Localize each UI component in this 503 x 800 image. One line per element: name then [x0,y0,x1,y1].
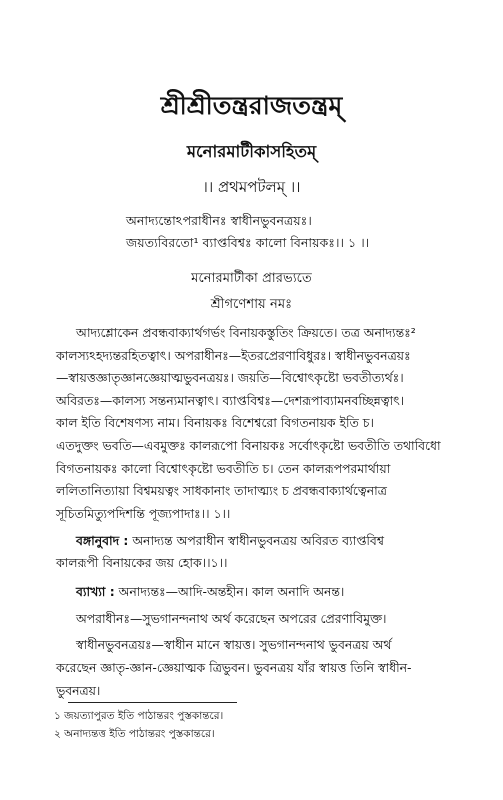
explanation-line: স্বাধীনভুবনত্রয়ঃ—স্বাধীন মানে স্বায়ত্ত। সুভগানন্দনাথ ভুবনত্রয় অর্থ [76,637,392,652]
explanation-line-1 [76,584,344,600]
translation-label: বঙ্গানুবাদ : [76,533,129,548]
translation-line-2: কালরূপী বিনায়কের জয় হোক।।১।। [56,555,228,570]
commentary-line: অবিরতঃ—কালস্য সন্তন্যমানত্বাৎ। ব্যাপ্তবিশ্বঃ—দেশরূপাব্যামনবচ্ছিন্নত্বাৎ। [56,393,405,408]
commentary-heading: মনোরমাটীকা প্রারভ্যতে [191,271,312,286]
footnote-1: ১ জয়ত্যাপুরত ইতি পাঠান্তরং পুস্তকান্তরে। [54,710,224,722]
commentary-line: ললিতানিত্যায়া বিশ্বময়ত্বং সাধকানাং তাদাত্ম্যং চ প্রবন্ধবাক্যার্থত্বেনাত্র [56,483,387,498]
invocation: শ্রীগণেশায় নমঃ [210,297,293,312]
chapter-heading: ।। প্রথমপটলম্ ।। [202,178,301,196]
explanation-line: অপরাধীনঃ—সুভগানন্দনাথ অর্থ করেছেন অপরের প্রেরণাবিমুক্ত। [76,611,387,626]
page-subtitle: মনোরমাটীকাসহিতম্ [186,142,317,161]
commentary-line: —স্বায়ত্তজ্ঞাতৃজ্ঞানজ্ঞেয়াত্মভুবনত্রয়ঃ। জয়তি—বিশ্বোৎকৃষ্টো ভবতীত্যর্থঃ। [56,370,404,385]
commentary-line: এতদুক্তং ভবতি—এবমুক্তঃ কালরূপো বিনায়কঃ সর্বোৎকৃষ্টো ভবতীতি তথাবিধো [56,438,441,453]
commentary-line: কালস্যঽহদ্যন্তরহিতত্বাৎ। অপরাধীনঃ—ইতরপ্রেরণাবিধুরঃ। স্বাধীনভুবনত্রয়ঃ [56,348,411,363]
explanation-line: ভুবনত্রয়। [56,683,101,698]
page-title: শ্রীশ্রীতন্ত্ররাজতন্ত্রম্ [160,91,343,120]
footnote-2: ২ অনাদ্যন্তত্ত ইতি পাঠান্তরং পুস্তকান্তরে। [54,728,215,740]
verse-line-2: জয়ত্যবিরতো¹ ব্যাপ্তবিশ্বঃ কালো বিনায়কঃ।। ১ ।। [126,235,370,250]
commentary-line: আদ্যশ্লোকেন প্রবন্ধবাক্যার্থগর্ভং বিনায়কস্তুতিং ক্রিয়তে। তত্র অনাদ্যন্তঃ² [76,325,416,340]
translation-line-1 [76,533,384,549]
verse-line-1: অনাদ্যন্তোঽপরাধীনঃ স্বাধীনভুবনত্রয়ঃ। [126,213,312,228]
footnote-divider [68,702,237,703]
commentary-line: কাল ইতি বিশেষণস্য নাম। বিনায়কঃ বিশেশ্বরো বিগতনায়ক ইতি চ। [56,415,374,430]
commentary-line: বিগতনায়কঃ কালো বিশ্বোৎকৃষ্টো ভবতীতি চ। তেন কালরূপপরমার্থায়া [56,461,391,476]
explanation-label: ব্যাখ্যা : [76,584,115,599]
commentary-line: সূচিতমিত্যুপদিশন্তি পূজ্যপাদাঃ।। ১।। [56,506,231,521]
explanation-line: করেছেন জ্ঞাতৃ-জ্ঞান-জ্ঞেয়াত্মক ত্রিভুবন। ভুবনত্রয় যাঁর স্বায়ত্ত তিনি স্বাধীন- [56,660,412,675]
translation-text: অনাদ্যন্ত অপরাধীন স্বাধীনভুবনত্রয় অবিরত ব্যাপ্তবিশ্ব [132,533,384,548]
explanation-text: অনাদ্যন্তঃ—আদি-অন্তহীন। কাল অনাদি অনন্ত। [118,584,345,599]
